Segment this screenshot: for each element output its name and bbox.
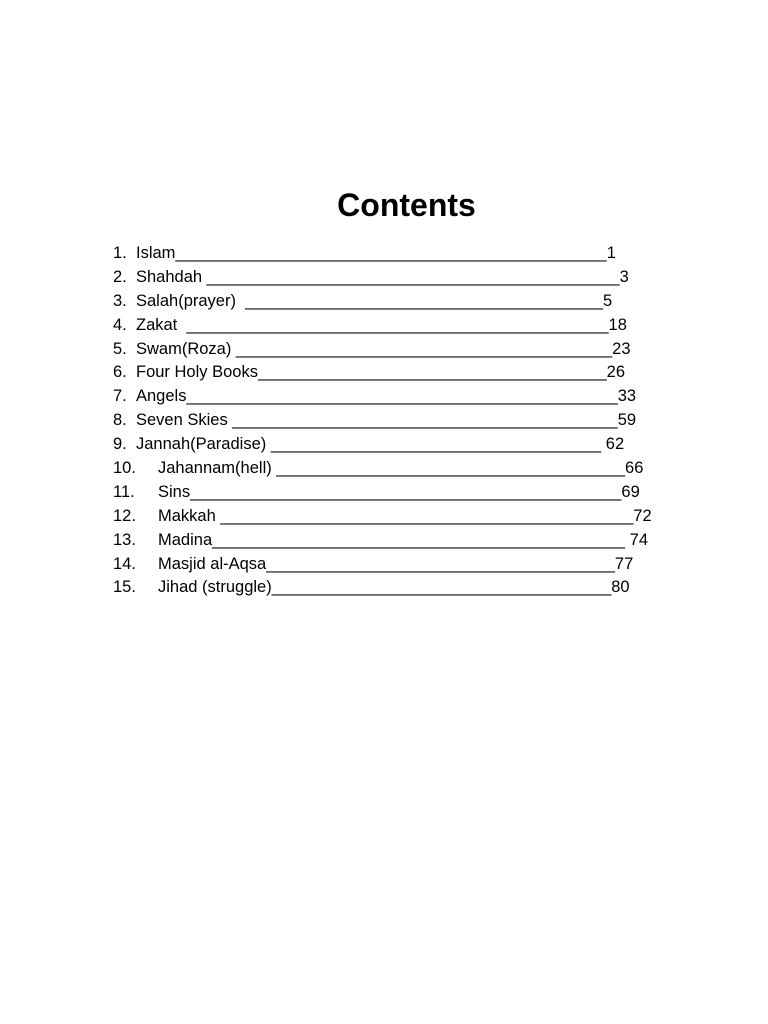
toc-entry-number: 4. xyxy=(113,315,127,334)
toc-entry-text: Islam_______________________________________________1 xyxy=(136,244,616,262)
toc-entry xyxy=(113,385,713,409)
toc-entry-number: 8. xyxy=(113,411,127,430)
toc-entry-number: 9. xyxy=(113,435,127,454)
toc-entry xyxy=(113,481,713,505)
toc-entry xyxy=(113,457,713,481)
toc-entry-text: Salah(prayer) _______________________________________5 xyxy=(136,291,613,310)
toc-entry-number: 10. xyxy=(113,459,136,478)
toc-entry-text: Sins_______________________________________________69 xyxy=(158,482,640,501)
toc-entry xyxy=(113,338,713,362)
toc-entry-number: 11. xyxy=(113,482,135,501)
toc-entry-number: 6. xyxy=(113,363,127,382)
toc-entry-text: Madina_____________________________________________ 74 xyxy=(158,530,648,549)
toc-entry-text: Jihad (struggle)_____________________________________80 xyxy=(158,578,630,597)
toc-entry-text: Seven Skies __________________________________________59 xyxy=(136,411,637,430)
toc-entry xyxy=(113,529,713,553)
toc-entry xyxy=(113,576,713,600)
toc-entry-number: 2. xyxy=(113,267,127,286)
toc-entry-text: Swam(Roza) _________________________________________23 xyxy=(136,339,631,358)
toc-entry-number: 14. xyxy=(113,554,136,573)
toc-entry xyxy=(113,409,713,433)
toc-entry xyxy=(113,290,713,314)
toc-entry-number: 3. xyxy=(113,291,127,310)
toc-entry xyxy=(113,266,713,290)
toc-entry-number: 5. xyxy=(113,339,127,358)
table-of-contents xyxy=(113,242,713,600)
toc-entry-text: Makkah _____________________________________________72 xyxy=(158,506,652,525)
toc-entry xyxy=(113,242,713,266)
toc-entry-text: Jahannam(hell) ______________________________________66 xyxy=(158,459,644,478)
toc-entry xyxy=(113,553,713,577)
toc-entry-text: Masjid al-Aqsa______________________________________77 xyxy=(158,554,634,573)
toc-entry-text: Jannah(Paradise) ____________________________________ 62 xyxy=(136,435,625,454)
toc-entry-number: 7. xyxy=(113,387,127,406)
toc-entry-number: 1. xyxy=(113,244,127,262)
page-title: Contents xyxy=(337,187,476,223)
toc-entry xyxy=(113,433,713,457)
toc-entry-text: Shahdah _____________________________________________3 xyxy=(136,267,629,286)
toc-entry xyxy=(113,314,713,338)
toc-entry-number: 12. xyxy=(113,506,136,525)
toc-entry-number: 15. xyxy=(113,578,136,597)
toc-entry-number: 13. xyxy=(113,530,136,549)
toc-entry xyxy=(113,505,713,529)
toc-entry xyxy=(113,361,713,385)
toc-entry-text: Zakat ______________________________________________18 xyxy=(136,315,627,334)
toc-entry-text: Four Holy Books______________________________________26 xyxy=(136,363,626,382)
toc-entry-text: Angels_______________________________________________33 xyxy=(136,387,637,406)
